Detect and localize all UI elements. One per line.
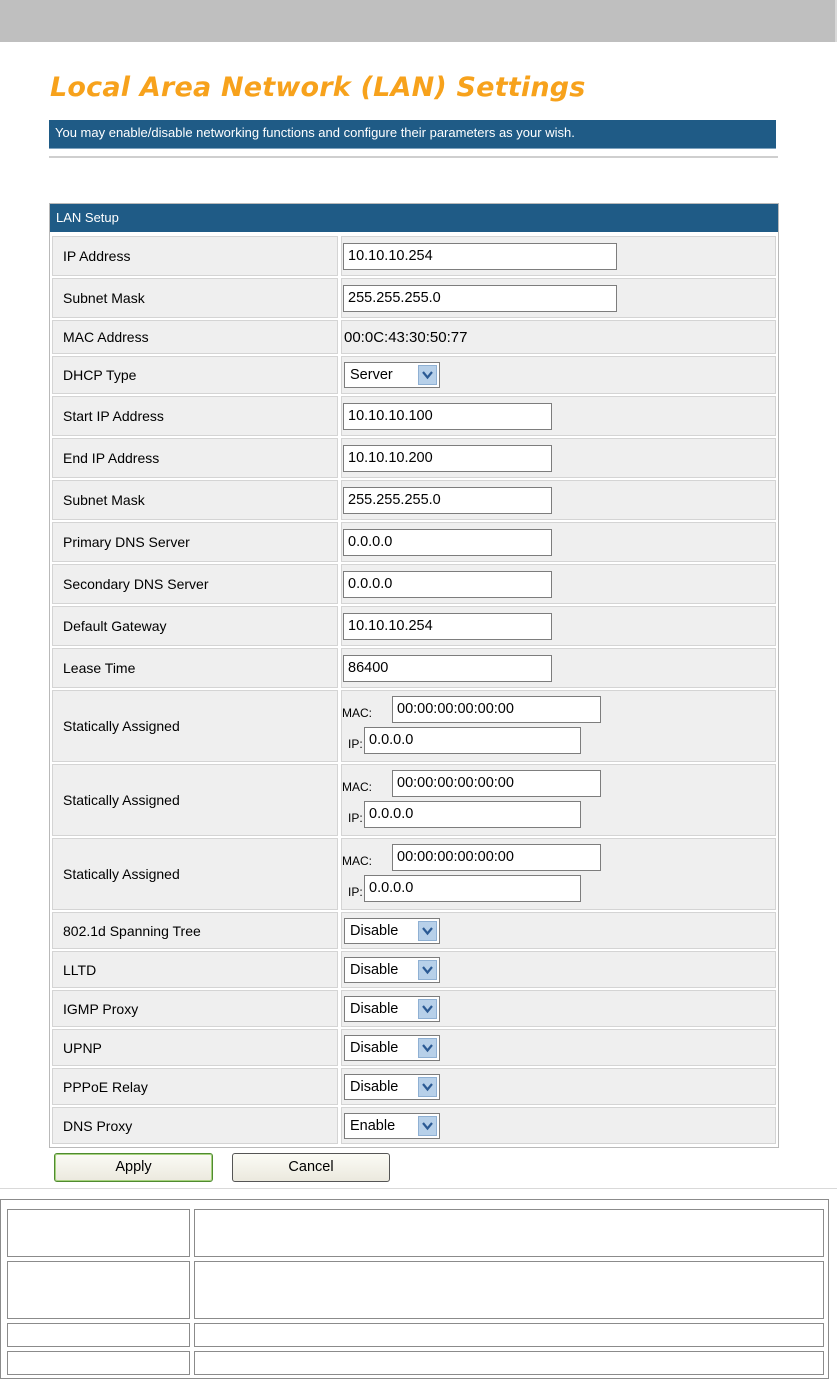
dhcp-type-selected: Server (350, 367, 393, 383)
description-bar (49, 120, 776, 149)
row-mac-address (50, 319, 778, 355)
lan-setup-panel (49, 203, 779, 1148)
static-2-value-cell (341, 764, 776, 836)
cancel-button[interactable] (232, 1153, 390, 1182)
default-gateway-label: Default Gateway (63, 618, 167, 634)
dns-proxy-select[interactable] (344, 1113, 440, 1139)
table-cell (194, 1351, 824, 1375)
dhcp-type-value-cell (341, 356, 776, 394)
static-1-ip-label: IP: (348, 737, 363, 751)
end-ip-label: End IP Address (63, 450, 160, 466)
page-title: Local Area Network (LAN) Settings (50, 72, 586, 103)
primary-dns-value-cell (341, 522, 776, 562)
static-1-label-cell (52, 690, 338, 762)
pppoe-relay-label-cell (52, 1068, 338, 1105)
secondary-dns-value-cell (341, 564, 776, 604)
description-text: You may enable/disable networking functions and configure their parameters as your wish. (55, 125, 575, 140)
default-gateway-label-cell (52, 606, 338, 646)
dhcp-subnet-mask-input[interactable]: 255.255.255.0 (343, 487, 552, 514)
secondary-dns-label-cell (52, 564, 338, 604)
pppoe-relay-selected: Disable (350, 1078, 399, 1095)
start-ip-label: Start IP Address (63, 408, 164, 424)
dns-proxy-selected: Enable (350, 1117, 396, 1134)
spanning-tree-selected: Disable (350, 922, 399, 939)
lltd-label: LLTD (63, 961, 97, 978)
primary-dns-label-cell (52, 522, 338, 562)
row-lltd (50, 950, 778, 989)
default-gateway-input[interactable]: 10.10.10.254 (343, 613, 552, 640)
lltd-selected: Disable (350, 961, 399, 978)
ip-address-label-cell (52, 236, 338, 276)
row-static-3 (50, 837, 778, 911)
row-static-1 (50, 689, 778, 763)
mac-address-label-cell (52, 320, 338, 354)
end-ip-label-cell (52, 438, 338, 478)
secondary-dns-label: Secondary DNS Server (63, 576, 209, 592)
description-table (0, 1199, 829, 1379)
pppoe-relay-value-cell (341, 1068, 776, 1105)
static-2-mac-label: MAC: (342, 780, 372, 794)
row-static-2 (50, 763, 778, 837)
pppoe-relay-label: PPPoE Relay (63, 1078, 148, 1095)
subnet-mask-label-cell (52, 278, 338, 318)
row-dns-proxy (50, 1106, 778, 1145)
dns-proxy-value-cell (341, 1107, 776, 1144)
secondary-dns-input[interactable]: 0.0.0.0 (343, 571, 552, 598)
chevron-down-icon[interactable] (418, 999, 437, 1019)
static-1-value-cell (341, 690, 776, 762)
dhcp-type-select[interactable] (344, 362, 440, 388)
upnp-select[interactable] (344, 1035, 440, 1061)
table-cell (194, 1323, 824, 1347)
row-default-gateway (50, 605, 778, 647)
lan-setup-header-label: LAN Setup (56, 210, 119, 225)
static-2-label: Statically Assigned (63, 792, 180, 808)
upnp-value-cell (341, 1029, 776, 1066)
start-ip-input[interactable]: 10.10.10.100 (343, 403, 552, 430)
lease-time-label: Lease Time (63, 660, 136, 676)
static-3-label-cell (52, 838, 338, 910)
row-start-ip (50, 395, 778, 437)
subnet-mask-label: Subnet Mask (63, 290, 145, 306)
subnet-mask-value-cell (341, 278, 776, 318)
upnp-label-cell (52, 1029, 338, 1066)
mac-address-value-cell (341, 320, 776, 354)
static-2-ip-input[interactable]: 0.0.0.0 (364, 801, 581, 828)
subnet-mask-input[interactable]: 255.255.255.0 (343, 285, 617, 312)
end-ip-input[interactable]: 10.10.10.200 (343, 445, 552, 472)
static-1-mac-input[interactable]: 00:00:00:00:00:00 (392, 696, 601, 723)
lease-time-value-cell (341, 648, 776, 688)
static-3-value-cell (341, 838, 776, 910)
static-2-ip-label: IP: (348, 811, 363, 825)
lltd-value-cell (341, 951, 776, 988)
table-cell (7, 1209, 190, 1257)
row-dhcp-subnet-mask (50, 479, 778, 521)
static-3-mac-input[interactable]: 00:00:00:00:00:00 (392, 844, 601, 871)
start-ip-label-cell (52, 396, 338, 436)
section-separator (0, 1188, 837, 1189)
static-3-mac-label: MAC: (342, 854, 372, 868)
row-end-ip (50, 437, 778, 479)
chevron-down-icon[interactable] (418, 960, 437, 980)
spanning-tree-label-cell (52, 912, 338, 949)
static-1-ip-input[interactable]: 0.0.0.0 (364, 727, 581, 754)
row-ip-address (50, 235, 778, 277)
ip-address-value-cell (341, 236, 776, 276)
upnp-selected: Disable (350, 1039, 399, 1056)
static-1-label: Statically Assigned (63, 718, 180, 734)
pppoe-relay-select[interactable] (344, 1074, 440, 1100)
igmp-proxy-label: IGMP Proxy (63, 1000, 139, 1017)
spanning-tree-value-cell (341, 912, 776, 949)
chevron-down-icon[interactable] (418, 1116, 437, 1136)
primary-dns-input[interactable]: 0.0.0.0 (343, 529, 552, 556)
mac-address-value: 00:0C:43:30:50:77 (344, 329, 468, 346)
igmp-proxy-label-cell (52, 990, 338, 1027)
table-cell (7, 1323, 190, 1347)
row-igmp-proxy (50, 989, 778, 1028)
primary-dns-label: Primary DNS Server (63, 534, 190, 550)
ip-address-input[interactable]: 10.10.10.254 (343, 243, 617, 270)
dhcp-subnet-mask-label-cell (52, 480, 338, 520)
apply-button[interactable] (54, 1153, 213, 1182)
row-dhcp-type (50, 355, 778, 395)
igmp-proxy-value-cell (341, 990, 776, 1027)
table-cell (7, 1261, 190, 1319)
upnp-label: UPNP (63, 1039, 102, 1056)
lease-time-input[interactable]: 86400 (343, 655, 552, 682)
table-cell (194, 1261, 824, 1319)
dhcp-type-label: DHCP Type (63, 367, 137, 383)
row-primary-dns (50, 521, 778, 563)
lltd-label-cell (52, 951, 338, 988)
default-gateway-value-cell (341, 606, 776, 646)
chevron-down-icon[interactable] (418, 1038, 437, 1058)
row-pppoe-relay (50, 1067, 778, 1106)
cancel-button-label: Cancel (288, 1159, 334, 1175)
lltd-select[interactable] (344, 957, 440, 983)
igmp-proxy-select[interactable] (344, 996, 440, 1022)
top-bar (0, 0, 837, 42)
chevron-down-icon[interactable] (418, 365, 437, 385)
chevron-down-icon[interactable] (418, 1077, 437, 1097)
mac-address-label: MAC Address (63, 329, 149, 345)
row-subnet-mask (50, 277, 778, 319)
end-ip-value-cell (341, 438, 776, 478)
divider (49, 156, 778, 158)
chevron-down-icon[interactable] (418, 921, 437, 941)
static-3-ip-label: IP: (348, 885, 363, 899)
static-2-mac-input[interactable]: 00:00:00:00:00:00 (392, 770, 601, 797)
static-1-mac-label: MAC: (342, 706, 372, 720)
row-secondary-dns (50, 563, 778, 605)
spanning-tree-select[interactable] (344, 918, 440, 944)
lease-time-label-cell (52, 648, 338, 688)
dhcp-subnet-mask-value-cell (341, 480, 776, 520)
dns-proxy-label-cell (52, 1107, 338, 1144)
ip-address-label: IP Address (63, 248, 131, 264)
row-lease-time (50, 647, 778, 689)
static-2-label-cell (52, 764, 338, 836)
table-cell (7, 1351, 190, 1375)
static-3-label: Statically Assigned (63, 866, 180, 882)
static-3-ip-input[interactable]: 0.0.0.0 (364, 875, 581, 902)
spanning-tree-label: 802.1d Spanning Tree (63, 922, 201, 939)
dhcp-type-label-cell (52, 356, 338, 394)
row-spanning-tree (50, 911, 778, 950)
dhcp-subnet-mask-label: Subnet Mask (63, 492, 145, 508)
start-ip-value-cell (341, 396, 776, 436)
igmp-proxy-selected: Disable (350, 1000, 399, 1017)
table-cell (194, 1209, 824, 1257)
dns-proxy-label: DNS Proxy (63, 1117, 133, 1134)
row-upnp (50, 1028, 778, 1067)
lan-setup-header (50, 204, 778, 232)
apply-button-label: Apply (115, 1159, 152, 1175)
